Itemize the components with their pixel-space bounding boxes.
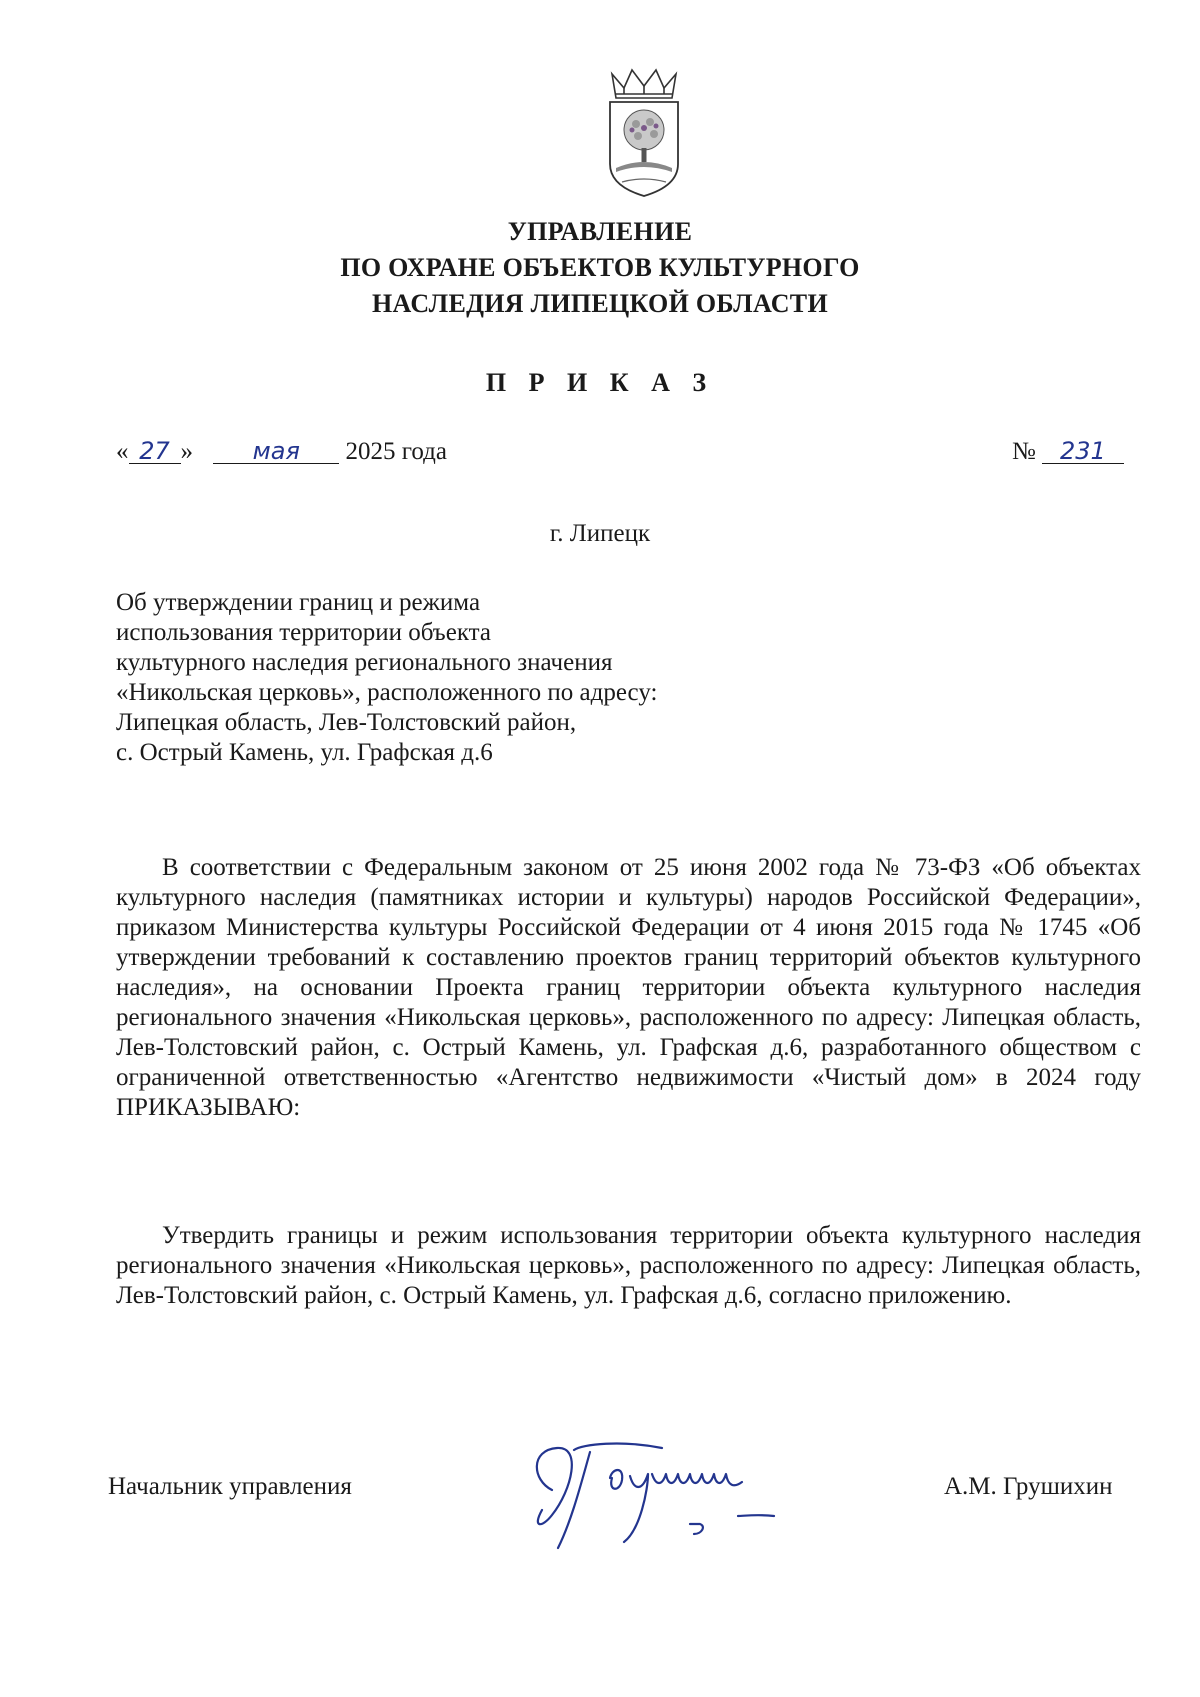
subject-line: «Никольская церковь», расположенного по адресу:	[116, 679, 658, 706]
subject-line: Липецкая область, Лев-Толстовский район,	[116, 709, 577, 736]
organization-title	[0, 214, 1200, 322]
signer-position: Начальник управления	[108, 1473, 352, 1500]
date-close-quote: »	[180, 438, 193, 465]
order-subject	[116, 588, 657, 768]
org-title-line: ПО ОХРАНЕ ОБЪЕКТОВ КУЛЬТУРНОГО	[340, 253, 860, 282]
org-title-line: УПРАВЛЕНИЕ	[507, 217, 693, 246]
date-year: 2025 года	[345, 438, 447, 465]
order-date	[116, 438, 447, 466]
date-open-quote: «	[116, 438, 129, 465]
subject-line: культурного наследия регионального значения	[116, 649, 613, 676]
org-title-line: НАСЛЕДИЯ ЛИПЕЦКОЙ ОБЛАСТИ	[372, 289, 828, 318]
order-number	[1012, 438, 1124, 466]
signer-name: А.М. Грушихин	[944, 1473, 1113, 1500]
preamble-paragraph: В соответствии с Федеральным законом от 25 июня 2002 года № 73-ФЗ «Об объектах культурного наследия (памятниках истории и культуры) народов Российской Федерации», приказом Министерства культуры Российской Федерации от 4 июня 2015 года № 1745 «Об утверждении требований к составлению проектов границ территорий объектов культурного наследия», на основании Проекта границ территории объекта культурного наследия регионального значения «Никольская церковь», расположенного по адресу: Липецкая область, Лев-Толстовский район, с. Острый Камень, ул. Графская д.6, разработанного обществом с ограниченной ответственностью «Агентство недвижимости «Чистый дом» в 2024 году ПРИКАЗЫВАЮ:	[116, 854, 1141, 1121]
number-sign: №	[1012, 438, 1036, 465]
document-type-heading: П Р И К А З	[485, 368, 715, 397]
coat-of-arms-icon	[602, 68, 686, 200]
subject-line: использования территории объекта	[116, 619, 491, 646]
subject-line: с. Острый Камень, ул. Графская д.6	[116, 739, 493, 766]
date-day-handwritten: 27	[129, 439, 181, 464]
resolution-paragraph: Утвердить границы и режим использования территории объекта культурного наследия регионального значения «Никольская церковь», расположенного по адресу: Липецкая область, Лев-Толстовский район, с. Острый Камень, ул. Графская д.6, согласно приложению.	[116, 1222, 1141, 1309]
city-line: г. Липецк	[549, 520, 651, 547]
subject-line: Об утверждении границ и режима	[116, 589, 481, 616]
date-month-handwritten: мая	[213, 439, 339, 464]
number-handwritten: 231	[1042, 439, 1124, 464]
handwritten-signature	[512, 1420, 902, 1560]
